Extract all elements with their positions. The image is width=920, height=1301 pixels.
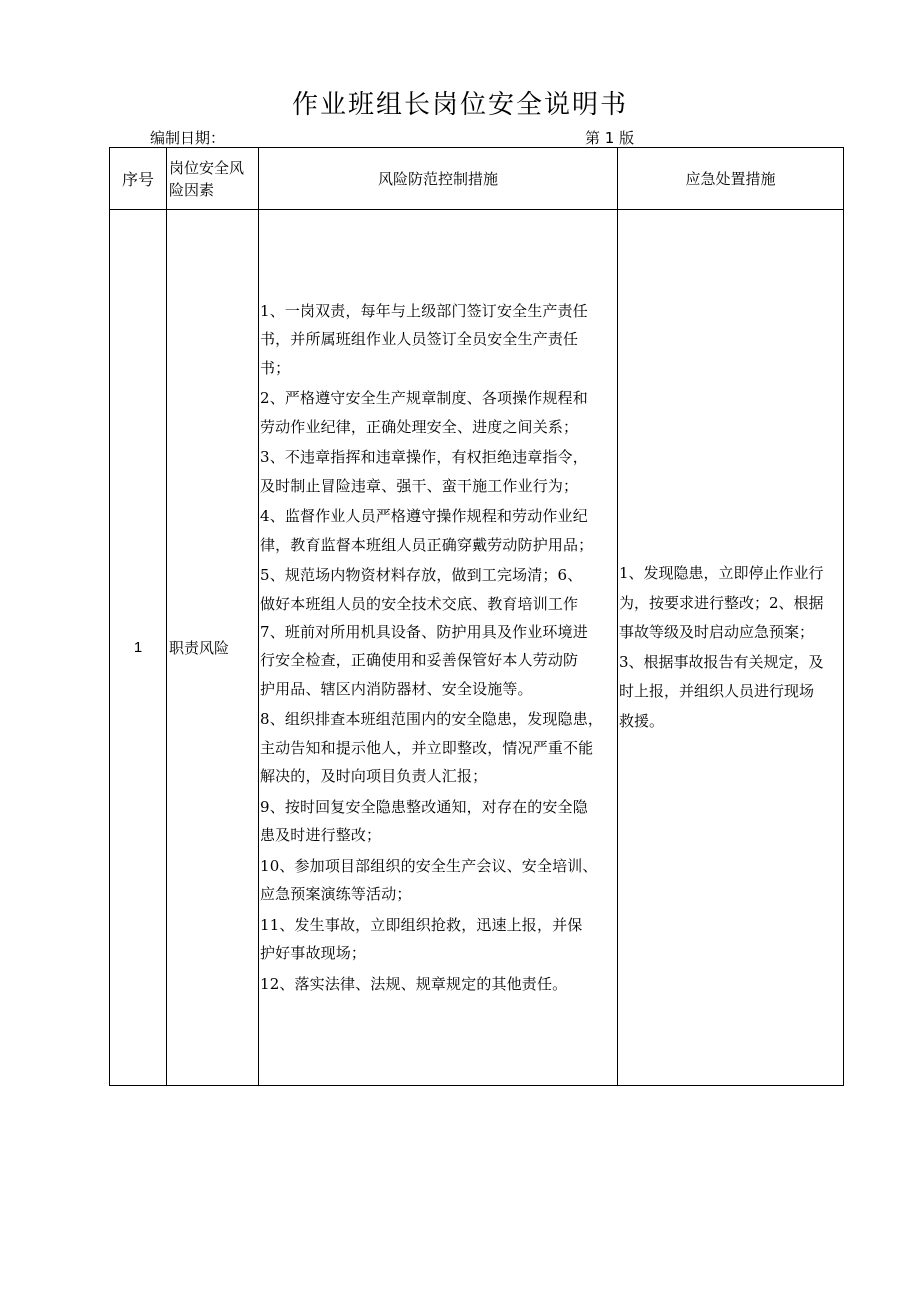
emergency-line: 3、根据事故报告有关规定，及: [619, 652, 824, 671]
table-header-row: [110, 148, 844, 210]
emergency-line: 1、发现隐患，立即停止作业行: [619, 564, 824, 582]
emergency-line: 为，按要求进行整改；2、根据: [619, 593, 824, 612]
compile-date-label: 编制日期：: [150, 129, 226, 147]
emergency-line: 时上报，并组织人员进行现场: [619, 682, 815, 700]
measures-list: [260, 297, 616, 998]
cell-emergency-measures: [618, 210, 844, 1086]
header-risk-factor-line: 岗位安全风: [169, 158, 245, 177]
measure-item: 12、落实法律、法规、规章规定的其他责任。: [260, 974, 568, 993]
emergency-line: 救援。: [619, 711, 665, 730]
measure-item-line: 应急预案演练等活动；: [260, 884, 412, 903]
cell-control-measures: [259, 210, 618, 1086]
measure-item-line: 劳动作业纪律，正确处理安全、进度之间关系；: [260, 417, 579, 436]
document-title: 作业班组长岗位安全说明书: [291, 90, 628, 120]
header-seq: 序号: [110, 148, 167, 210]
measure-item-line: 护好事故现场；: [260, 943, 367, 962]
cell-risk-factor: 职责风险: [167, 210, 259, 1086]
measure-item-line: 书；: [260, 358, 291, 377]
measure-item-line: 律，教育监督本班组人员正确穿戴劳动防护用品；: [260, 535, 594, 554]
header-control-measures: 风险防范控制措施: [259, 148, 618, 210]
safety-table: [109, 147, 844, 1086]
measure-item-line: 护用品、辖区内消防器材、安全设施等。: [260, 679, 533, 698]
header-risk-factor: [167, 148, 259, 210]
measure-item-line: 及时制止冒险违章、强干、蛮干施工作业行为；: [260, 476, 579, 495]
measure-item: 10、参加项目部组织的安全生产会议、安全培训、: [260, 856, 598, 875]
measure-item-line: 书，并所属班组作业人员签订全员安全生产责任: [260, 330, 579, 349]
measure-item-line: 主动告知和提示他人，并立即整改，情况严重不能: [260, 738, 594, 757]
measure-item-line: 患及时进行整改；: [260, 825, 382, 844]
measure-item: 8、组织排查本班组范围内的安全隐患，发现隐患，: [260, 710, 603, 729]
emergency-line: 事故等级及时启动应急预案；: [619, 623, 815, 641]
measure-item-line: 解决的，及时向项目负责人汇报；: [260, 766, 488, 785]
header-risk-factor-line: 险因素: [169, 180, 215, 199]
measure-item: 1、一岗双责，每年与上级部门签订安全生产责任: [260, 302, 588, 321]
version-label: 第 1 版: [585, 129, 635, 147]
measure-item: 3、不违章指挥和违章操作，有权拒绝违章指令，: [260, 448, 588, 467]
measure-item: 9、按时回复安全隐患整改通知，对存在的安全隐: [260, 797, 588, 816]
header-emergency-measures: 应急处置措施: [618, 148, 844, 210]
measure-item-line: 做好本班组人员的安全技术交底、教育培训工作: [260, 594, 579, 613]
measure-item-line: 7、班前对所用机具设备、防护用具及作业环境进: [260, 623, 588, 641]
measure-item-line: 行安全检查，正确使用和妥善保管好本人劳动防: [260, 651, 579, 670]
measure-item: 4、监督作业人员严格遵守操作规程和劳动作业纪: [260, 507, 588, 526]
measure-item: 2、严格遵守安全生产规章制度、各项操作规程和: [260, 389, 588, 408]
cell-seq: 1: [110, 210, 167, 1086]
emergency-list: [619, 559, 842, 736]
measure-item: 5、规范场内物资材料存放，做到工完场清；6、: [260, 566, 583, 585]
table-row: [110, 210, 844, 1086]
measure-item: 11、发生事故，立即组织抢救，迅速上报，并保: [260, 915, 583, 934]
